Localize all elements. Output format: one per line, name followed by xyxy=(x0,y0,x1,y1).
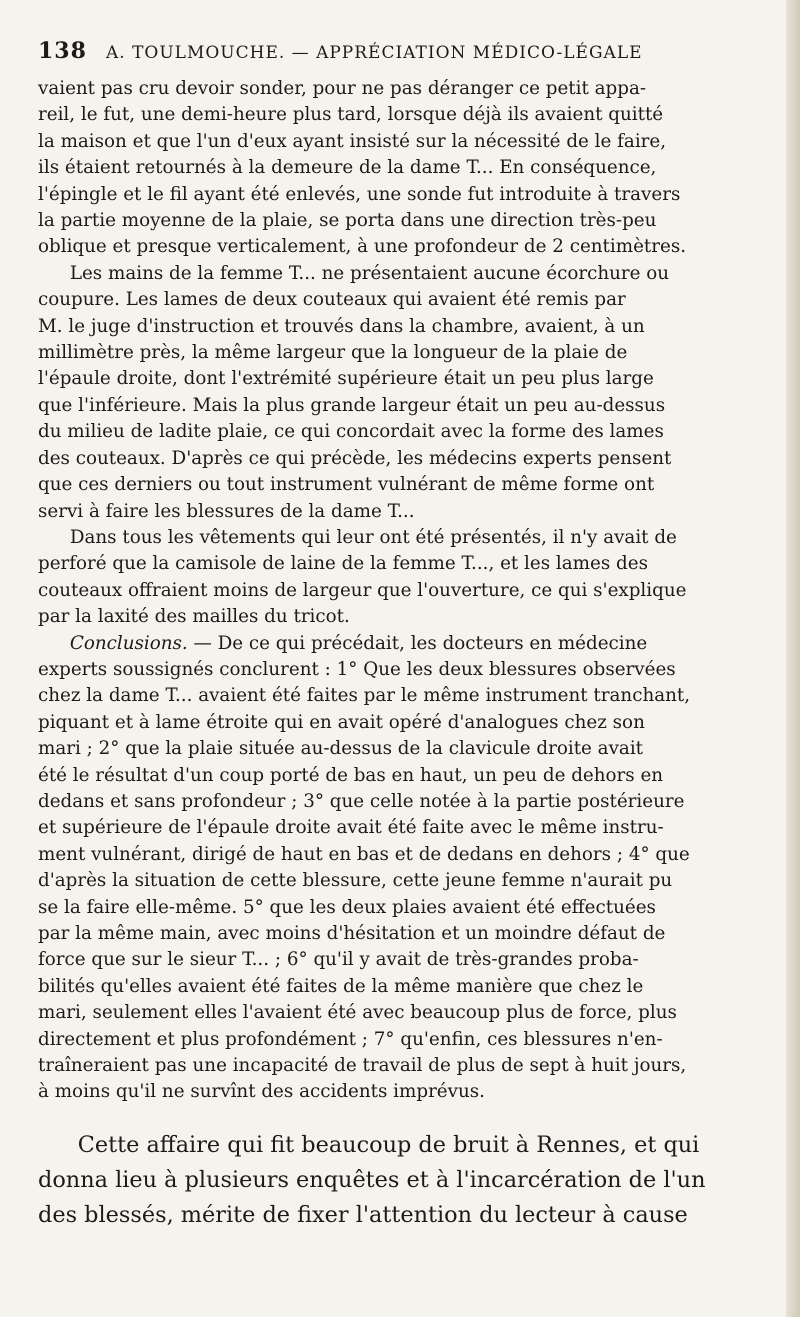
text-line: piquant et à lame étroite qui en avait opéré d'analogues chez son xyxy=(38,711,645,733)
text-line: chez la dame T... avaient été faites par le même instrument tranchant, xyxy=(38,685,691,707)
text-line: l'épaule droite, dont l'extrémité supérieure était un peu plus large xyxy=(38,368,654,390)
main-text xyxy=(38,76,754,1106)
conclusions-heading: Conclusions. xyxy=(69,632,188,654)
section-spacer xyxy=(38,1106,754,1128)
text-line: dedans et sans profondeur ; 3° que celle notée à la partie postérieure xyxy=(38,790,685,812)
paragraph xyxy=(38,76,754,261)
text-line: été le résultat d'un coup porté de bas en haut, un peu de dehors en xyxy=(38,764,664,786)
text-line: et supérieure de l'épaule droite avait été faite avec le même instru- xyxy=(38,817,664,839)
text-line: des blessés, mérite de fixer l'attention du lecteur à cause xyxy=(38,1201,688,1228)
page-number: 138 xyxy=(38,38,87,64)
text-line: d'après la situation de cette blessure, cette jeune femme n'aurait pu xyxy=(38,870,673,892)
text-line: ment vulnérant, dirigé de haut en bas et de dedans en dehors ; 4° que xyxy=(38,843,690,865)
text-line: mari, seulement elles l'avaient été avec beaucoup plus de force, plus xyxy=(38,1002,677,1024)
text-line: la partie moyenne de la plaie, se porta dans une direction très-peu xyxy=(38,210,657,232)
text-line: la maison et que l'un d'eux ayant insisté sur la nécessité de le faire, xyxy=(38,130,667,152)
text-line: l'épingle et le fil ayant été enlevés, une sonde fut introduite à travers xyxy=(38,183,681,205)
text-line: coupure. Les lames de deux couteaux qui avaient été remis par xyxy=(38,289,626,311)
text-line: par la même main, avec moins d'hésitation et un moindre défaut de xyxy=(38,923,666,944)
text-line: directement et plus profondément ; 7° qu'enfin, ces blessures n'en- xyxy=(38,1028,663,1050)
text-line: mari ; 2° que la plaie située au-dessus de la clavicule droite avait xyxy=(38,738,644,760)
text-line: experts soussignés conclurent : 1° Que les deux blessures observées xyxy=(38,658,676,680)
text-line: Cette affaire qui fit beaucoup de bruit à Rennes, et qui xyxy=(77,1131,700,1158)
text-line: vaient pas cru devoir sonder, pour ne pas déranger ce petit appa- xyxy=(38,78,647,99)
text-line: force que sur le sieur T... ; 6° qu'il y avait de très-grandes proba- xyxy=(38,949,639,971)
text-line: millimètre près, la même largeur que la longueur de la plaie de xyxy=(38,342,628,364)
running-title: A. TOULMOUCHE. — APPRÉCIATION MÉDICO-LÉGALE xyxy=(105,43,643,63)
page-header xyxy=(38,38,754,66)
text-line: du milieu de ladite plaie, ce qui concordait avec la forme des lames xyxy=(38,421,664,443)
text-line: se la faire elle-même. 5° que les deux plaies avaient été effectuées xyxy=(38,896,656,918)
text-line: reil, le fut, une demi-heure plus tard, lorsque déjà ils avaient quitté xyxy=(38,104,664,126)
text-line: ils étaient retournés à la demeure de la dame T... En conséquence, xyxy=(38,157,657,179)
text-line: traîneraient pas une incapacité de travail de plus de sept à huit jours, xyxy=(38,1055,687,1077)
text-line: perforé que la camisole de laine de la femme T..., et les lames des xyxy=(38,553,648,575)
text-line: que l'inférieure. Mais la plus grande largeur était un peu au-dessus xyxy=(38,394,666,416)
text-line: donna lieu à plusieurs enquêtes et à l'incarcération de l'un xyxy=(38,1166,706,1193)
text-line xyxy=(38,631,750,657)
text-line: Les mains de la femme T... ne présentaient aucune écorchure ou xyxy=(69,262,670,284)
paragraph xyxy=(38,261,754,525)
text-line: à moins qu'il ne survînt des accidents imprévus. xyxy=(38,1081,485,1103)
paragraph-conclusions xyxy=(38,631,754,1106)
text-line: Dans tous les vêtements qui leur ont été présentés, il n'y avait de xyxy=(69,526,677,548)
paragraph xyxy=(38,525,754,631)
text-line: servi à faire les blessures de la dame T... xyxy=(38,500,415,522)
text-span: — De ce qui précédait, les docteurs en médecine xyxy=(187,632,648,654)
text-line: bilités qu'elles avaient été faites de la même manière que chez le xyxy=(38,975,644,997)
text-line: que ces derniers ou tout instrument vulnérant de même forme ont xyxy=(38,474,655,496)
text-line: des couteaux. D'après ce qui précède, les médecins experts pensent xyxy=(38,447,672,469)
closing-text xyxy=(38,1128,754,1233)
text-line: oblique et presque verticalement, à une profondeur de 2 centimètres. xyxy=(38,236,687,258)
text-line: M. le juge d'instruction et trouvés dans la chambre, avaient, à un xyxy=(38,315,645,337)
text-line: par la laxité des mailles du tricot. xyxy=(38,606,350,628)
text-line: couteaux offraient moins de largeur que l'ouverture, ce qui s'explique xyxy=(38,579,687,601)
